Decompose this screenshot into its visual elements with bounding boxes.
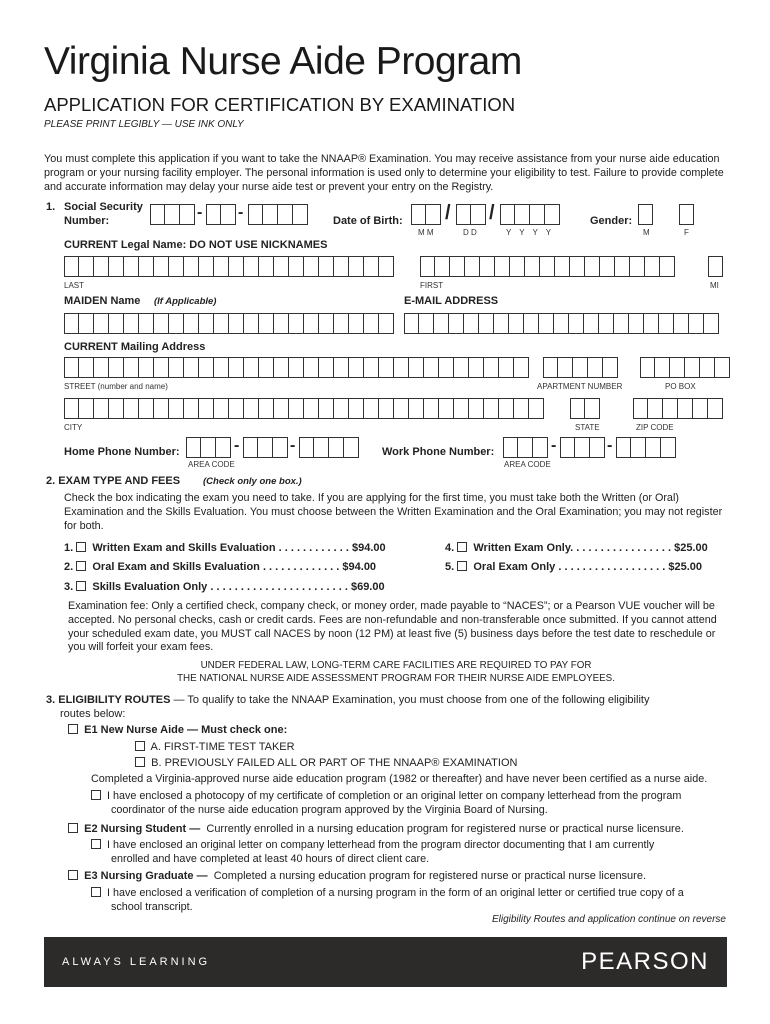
email-label: E-MAIL ADDRESS [404, 295, 499, 307]
zip-hint: ZIP CODE [636, 423, 674, 432]
street-hint: STREET (number and name) [64, 382, 168, 391]
home-phone-area-field[interactable] [186, 437, 231, 458]
gender-m-box[interactable] [638, 204, 653, 225]
exam-option-4-checkbox[interactable] [457, 542, 467, 552]
e1-title: E1 New Nurse Aide — Must check one: [84, 724, 288, 736]
option-number: 5. [445, 561, 455, 573]
gender-f-box[interactable] [679, 204, 694, 225]
email-field[interactable] [404, 313, 719, 334]
e1-b-label: B. PREVIOUSLY FAILED ALL OR PART OF THE NNAAP® EXAMINATION [151, 757, 518, 769]
section-3-heading-rest: — To qualify to take the NNAAP Examination, you must choose from one of the following eligibility [173, 694, 650, 706]
continue-note: Eligibility Routes and application continue on reverse [491, 914, 726, 925]
ssn-label: Social Security [64, 201, 143, 213]
legal-name-label: CURRENT Legal Name: DO NOT USE NICKNAMES [64, 239, 328, 251]
last-name-field[interactable] [64, 256, 394, 277]
e2-check-text-2: enrolled and have completed at least 40 hours of direct client care. [111, 853, 430, 865]
ssn-field-part2[interactable] [206, 204, 236, 225]
dob-month-field[interactable] [411, 204, 441, 225]
phone-dash: - [607, 437, 613, 454]
state-hint: STATE [575, 423, 600, 432]
e1-description: Completed a Virginia-approved nurse aide education program (1982 or thereafter) and have never been certified as a nurse aide. [91, 773, 708, 785]
work-phone-label: Work Phone Number: [382, 446, 495, 458]
e1-check-text: I have enclosed a photocopy of my certificate of completion or an original letter on company letterhead from the program [107, 790, 682, 802]
e3-check-row [91, 887, 684, 899]
ssn-dash: - [238, 204, 244, 221]
home-phone-line-field[interactable] [299, 437, 359, 458]
e3-check-text-2: school transcript. [111, 901, 193, 913]
option-number: 3. [64, 581, 74, 593]
zip-field[interactable] [633, 398, 723, 419]
dob-mm-hint: M M [418, 228, 434, 237]
maiden-name-field[interactable] [64, 313, 394, 334]
e1-check-text-2: coordinator of the nurse aide education program approved by the Virginia Board of Nursing. [111, 804, 548, 816]
e3-enclosed-checkbox[interactable] [91, 887, 101, 897]
ssn-dash: - [197, 204, 203, 221]
option-label: Oral Exam and Skills Evaluation . . . . . . . . . . . . . [92, 561, 340, 573]
option-price: $94.00 [342, 561, 377, 573]
dob-slash: / [489, 202, 495, 224]
po-box-field[interactable] [640, 357, 730, 378]
e2-title: E2 Nursing Student — [84, 823, 201, 835]
mailing-label: CURRENT Mailing Address [64, 341, 206, 353]
section-2-heading: 2. EXAM TYPE AND FEES [46, 475, 181, 487]
footer-tagline: ALWAYS LEARNING [62, 956, 211, 968]
exam-option-1-checkbox[interactable] [76, 542, 86, 552]
section-1-number: 1. [46, 201, 56, 213]
e1-a-checkbox[interactable] [135, 741, 145, 751]
e1-enclosed-checkbox[interactable] [91, 790, 101, 800]
e2-description: Currently enrolled in a nursing education program for registered nurse or practical nurse licensure. [206, 823, 684, 835]
exam-option-3-checkbox[interactable] [76, 581, 86, 591]
home-phone-prefix-field[interactable] [243, 437, 288, 458]
ssn-field-part3[interactable] [248, 204, 308, 225]
exam-fee-paragraph: Examination fee: Only a certified check, company check, or money order, made payable to “NACES”; or a Pearson VUE voucher will be accepted. No personal checks, cash or credit cards. Fees are non-refundable and non-transferable once submitted. If you cannot attend your scheduled exam date, you MUST call NACES by noon (12 PM) at least five (5) business days before the test date to reschedule or you will forfeit your exam fees. [68, 600, 717, 654]
e1-row [68, 724, 287, 736]
e3-checkbox[interactable] [68, 870, 78, 880]
state-field[interactable] [570, 398, 600, 419]
e1-b-row [135, 757, 517, 769]
federal-notice-1: UNDER FEDERAL LAW, LONG-TERM CARE FACILITIES ARE REQUIRED TO PAY FOR [200, 660, 592, 671]
city-hint: CITY [64, 423, 83, 432]
exam-option-1 [64, 542, 386, 554]
e1-checkbox[interactable] [68, 724, 78, 734]
section-3-heading-line2: routes below: [60, 708, 126, 720]
gender-m-hint: M [643, 228, 650, 237]
option-price: $25.00 [668, 561, 703, 573]
footer-bar [44, 937, 727, 987]
city-field[interactable] [64, 398, 544, 419]
e3-check-text: I have enclosed a verification of completion of a nursing program in the form of an original letter or certified true copy of a [107, 887, 684, 899]
phone-dash: - [290, 437, 296, 454]
apt-hint: APARTMENT NUMBER [537, 382, 623, 391]
maiden-label: MAIDEN Name [64, 295, 141, 307]
mi-hint: MI [710, 281, 719, 290]
print-note: PLEASE PRINT LEGIBLY — USE INK ONLY [44, 119, 244, 130]
option-number: 2. [64, 561, 74, 573]
section-2-instructions: Check the box indicating the exam you need to take. If you are applying for the first time, you must take both the Written (or Oral) Examination and the Skills Evaluation. You must choose between the Written Examination and the Oral Examination; you may not register for both. [64, 492, 723, 532]
e2-enclosed-checkbox[interactable] [91, 839, 101, 849]
gender-label: Gender: [590, 215, 633, 227]
e2-checkbox[interactable] [68, 823, 78, 833]
e1-b-checkbox[interactable] [135, 757, 145, 767]
work-area-hint: AREA CODE [504, 460, 551, 469]
middle-initial-field[interactable] [708, 256, 723, 277]
dob-yyyy-hint: Y Y Y Y [506, 228, 552, 237]
exam-option-3 [64, 581, 385, 593]
exam-option-5-checkbox[interactable] [457, 561, 467, 571]
work-phone-line-field[interactable] [616, 437, 676, 458]
option-price: $94.00 [351, 542, 386, 554]
option-number: 1. [64, 542, 74, 554]
section-3-heading: 3. ELIGIBILITY ROUTES [46, 694, 171, 706]
e2-check-text: I have enclosed an original letter on company letterhead from the program director documenting that I am currently [107, 839, 655, 851]
section-3-heading-line [46, 694, 649, 706]
option-label: Oral Exam Only . . . . . . . . . . . . . . . . . . [473, 561, 666, 573]
exam-option-2-checkbox[interactable] [76, 561, 86, 571]
option-price: $69.00 [350, 581, 385, 593]
dob-year-field[interactable] [500, 204, 560, 225]
ssn-field-part1[interactable] [150, 204, 195, 225]
exam-option-5 [445, 561, 702, 573]
exam-option-2 [64, 561, 376, 573]
e2-check-row [91, 839, 654, 851]
gender-f-hint: F [684, 228, 689, 237]
maiden-note: (If Applicable) [154, 296, 217, 307]
section-2-note: (Check only one box.) [203, 476, 302, 487]
option-number: 4. [445, 542, 455, 554]
street-field[interactable] [64, 357, 529, 378]
dob-day-field[interactable] [456, 204, 486, 225]
option-label: Written Exam Only. . . . . . . . . . . . . . . . . [473, 542, 672, 554]
work-phone-area-field[interactable] [503, 437, 548, 458]
dob-label: Date of Birth: [333, 215, 403, 227]
phone-dash: - [234, 437, 240, 454]
option-price: $25.00 [674, 542, 708, 554]
e3-description: Completed a nursing education program for registered nurse or practical nurse licensure. [213, 870, 647, 882]
e1-check-row [91, 790, 681, 802]
e2-row [68, 823, 684, 835]
work-phone-prefix-field[interactable] [560, 437, 605, 458]
home-area-hint: AREA CODE [188, 460, 235, 469]
e1-a-row [135, 741, 295, 753]
intro-paragraph: You must complete this application if you want to take the NNAAP® Examination. You may receive assistance from your nurse aide education program or your nursing facility employer. The personal information is used only to determine your eligibility to test. Failure to provide complete and accurate information may delay your nurse aide test or prevent your entry on the Registry. [44, 153, 724, 193]
first-name-field[interactable] [420, 256, 675, 277]
pobox-hint: PO BOX [665, 382, 696, 391]
option-label: Skills Evaluation Only . . . . . . . . . . . . . . . . . . . . . . . [92, 581, 348, 593]
page-title: Virginia Nurse Aide Program [44, 40, 522, 83]
dob-slash: / [445, 202, 451, 224]
first-hint: FIRST [420, 281, 444, 290]
e3-title: E3 Nursing Graduate — [84, 870, 208, 882]
e1-a-label: A. FIRST-TIME TEST TAKER [150, 741, 295, 753]
ssn-label-2: Number: [64, 215, 110, 227]
home-phone-label: Home Phone Number: [64, 446, 180, 458]
page-subtitle: APPLICATION FOR CERTIFICATION BY EXAMINATION [44, 94, 516, 115]
apartment-field[interactable] [543, 357, 618, 378]
option-label: Written Exam and Skills Evaluation . . . . . . . . . . . . [92, 542, 349, 554]
federal-notice-2: THE NATIONAL NURSE AIDE ASSESSMENT PROGRAM FOR THEIR NURSE AIDE EMPLOYEES. [177, 673, 615, 684]
e3-row [68, 870, 646, 882]
phone-dash: - [551, 437, 557, 454]
dob-dd-hint: D D [463, 228, 477, 237]
pearson-logo: PEARSON [581, 948, 709, 975]
last-hint: LAST [64, 281, 85, 290]
exam-option-4 [445, 542, 708, 554]
